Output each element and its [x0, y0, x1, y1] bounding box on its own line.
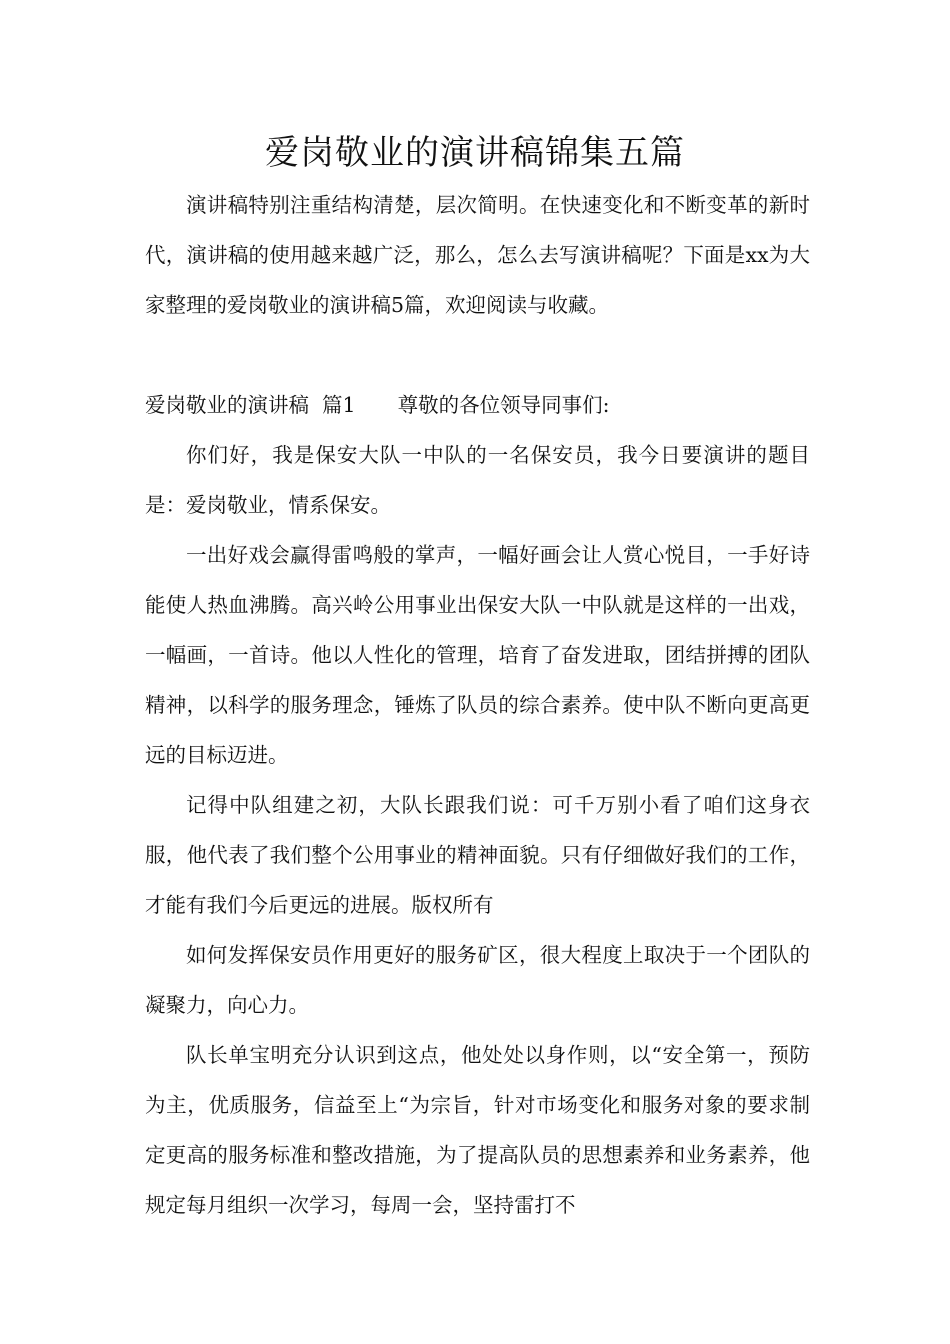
section-heading-line [145, 380, 810, 430]
intro-paragraph: 演讲稿特别注重结构清楚，层次简明。在快速变化和不断变革的新时代，演讲稿的使用越来越广泛，那么，怎么去写演讲稿呢？下面是xx为大家整理的爱岗敬业的演讲稿5篇，欢迎阅读与收藏。 [145, 193, 810, 317]
document-title: 爱岗敬业的演讲稿锦集五篇 [265, 133, 685, 173]
body-paragraph-3: 记得中队组建之初，大队长跟我们说：可千万别小看了咱们这身衣服，他代表了我们整个公用事业的精神面貌。只有仔细做好我们的工作，才能有我们今后更远的进展。版权所有 [145, 793, 810, 917]
body-paragraph-1: 你们好，我是保安大队一中队的一名保安员，我今日要演讲的题目是：爱岗敬业，情系保安。 [145, 443, 810, 517]
section-heading: 爱岗敬业的演讲稿 篇1 [145, 393, 356, 417]
body-paragraph-2: 一出好戏会赢得雷鸣般的掌声，一幅好画会让人赏心悦目，一手好诗能使人热血沸腾。高兴岭公用事业出保安大队一中队就是这样的一出戏，一幅画，一首诗。他以人性化的管理，培育了奋发进取，团结拼搏的团队精神，以科学的服务理念，锤炼了队员的综合素养。使中队不断向更高更远的目标迈进。 [145, 543, 810, 767]
body-paragraph-5: 队长单宝明充分认识到这点，他处处以身作则，以“安全第一，预防为主，优质服务，信益至上“为宗旨，针对市场变化和服务对象的要求制定更高的服务标准和整改措施，为了提高队员的思想素养和业务素养，他规定每月组织一次学习，每周一会，坚持雷打不 [145, 1043, 810, 1217]
document-body [145, 180, 810, 1230]
salutation: 尊敬的各位领导同事们: [397, 393, 610, 417]
body-paragraph-4: 如何发挥保安员作用更好的服务矿区，很大程度上取决于一个团队的凝聚力，向心力。 [145, 943, 810, 1017]
paragraph-gap [145, 330, 810, 380]
